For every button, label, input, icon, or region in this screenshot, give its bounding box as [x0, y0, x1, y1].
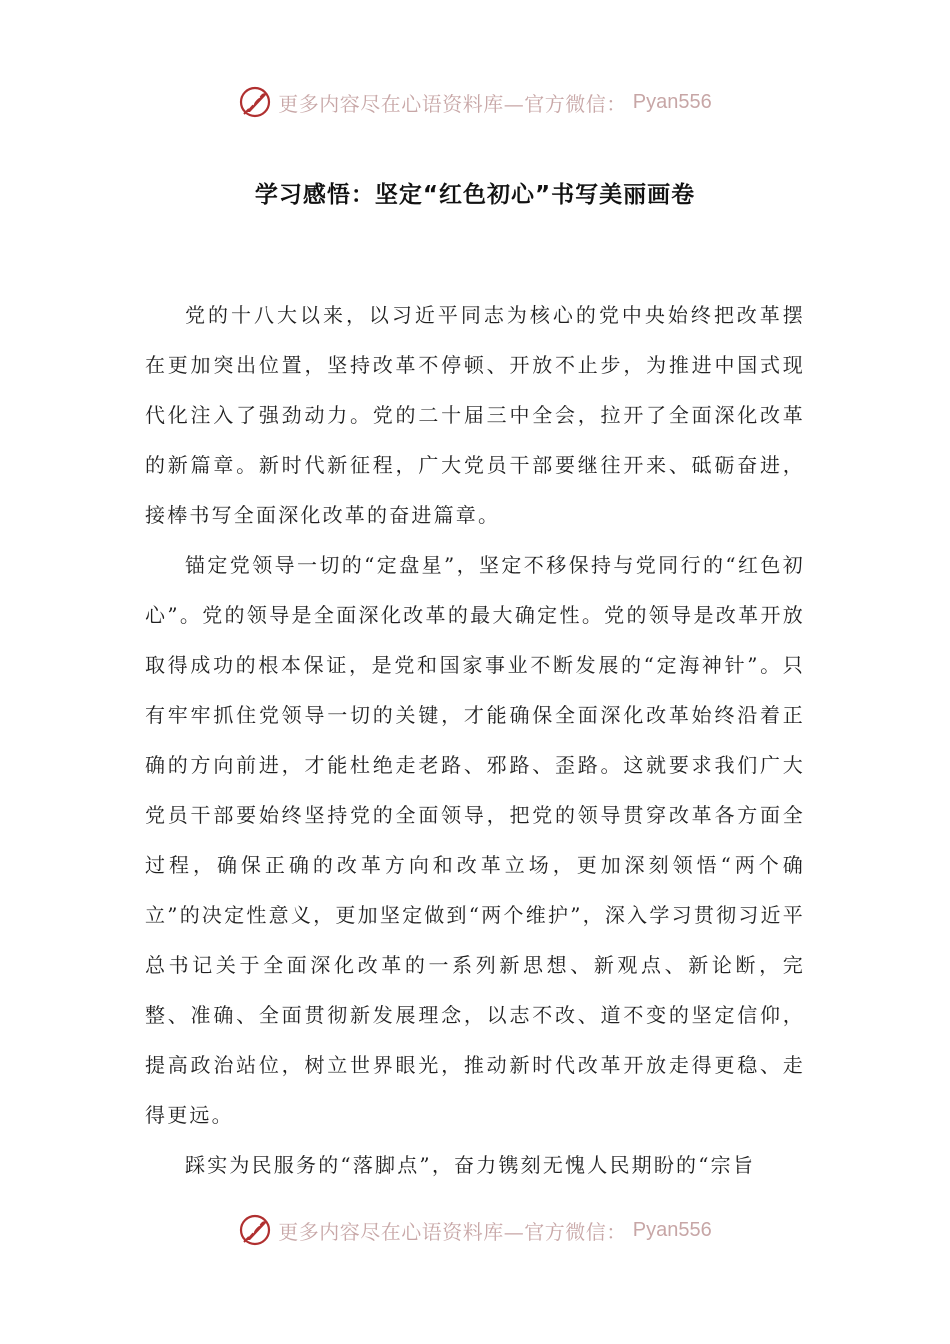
paragraph-3: 踩实为民服务的“落脚点”，奋力镌刻无愧人民期盼的“宗旨 [185, 1153, 756, 1177]
paragraph-2: 锚定党领导一切的“定盘星”，坚定不移保持与党同行的“红色初心”。党的领导是全面深化改革的最大确定性。党的领导是改革开放取得成功的根本保证，是党和国家事业不断发展的“定海神针”。只有牢牢抓住党领导一切的关键，才能确保全面深化改革始终沿着正确的方向前进，才能杜绝走老路、邪路、歪路。这就要求我们广大党员干部要始终坚持党的全面领导，把党的领导贯穿改革各方面全过程，确保正确的改革方向和改革立场，更加深刻领悟“两个确立”的决定性意义，更加坚定做到“两个维护”，深入学习贯彻习近平总书记关于全面深化改革的一系列新思想、新观点、新论断，完整、准确、全面贯彻新发展理念，以志不改、道不变的坚定信仰，提高政治站位，树立世界眼光，推动新时代改革开放走得更稳、走得更远。 [145, 553, 805, 1127]
watermark-text: 更多内容尽在心语资料库—官方微信： [278, 91, 627, 116]
header-watermark [0, 82, 950, 122]
watermark-text: 更多内容尽在心语资料库—官方微信： [278, 1219, 627, 1244]
document-title: 学习感悟：坚定“红色初心”书写美丽画卷 [254, 182, 696, 208]
paragraph-1: 党的十八大以来，以习近平同志为核心的党中央始终把改革摆在更加突出位置，坚持改革不停顿、开放不止步，为推进中国式现代化注入了强劲动力。党的二十届三中全会，拉开了全面深化改革的新篇章。新时代新征程，广大党员干部要继往开来、砥砺奋进，接棒书写全面深化改革的奋进篇章。 [145, 303, 805, 527]
quill-logo-icon [238, 85, 272, 119]
watermark-wechat-id: Pyan556 [632, 90, 712, 113]
watermark-wechat-id: Pyan556 [632, 1218, 712, 1241]
footer-watermark [0, 1210, 950, 1250]
quill-logo-icon [238, 1213, 272, 1247]
document-body [145, 290, 805, 1190]
